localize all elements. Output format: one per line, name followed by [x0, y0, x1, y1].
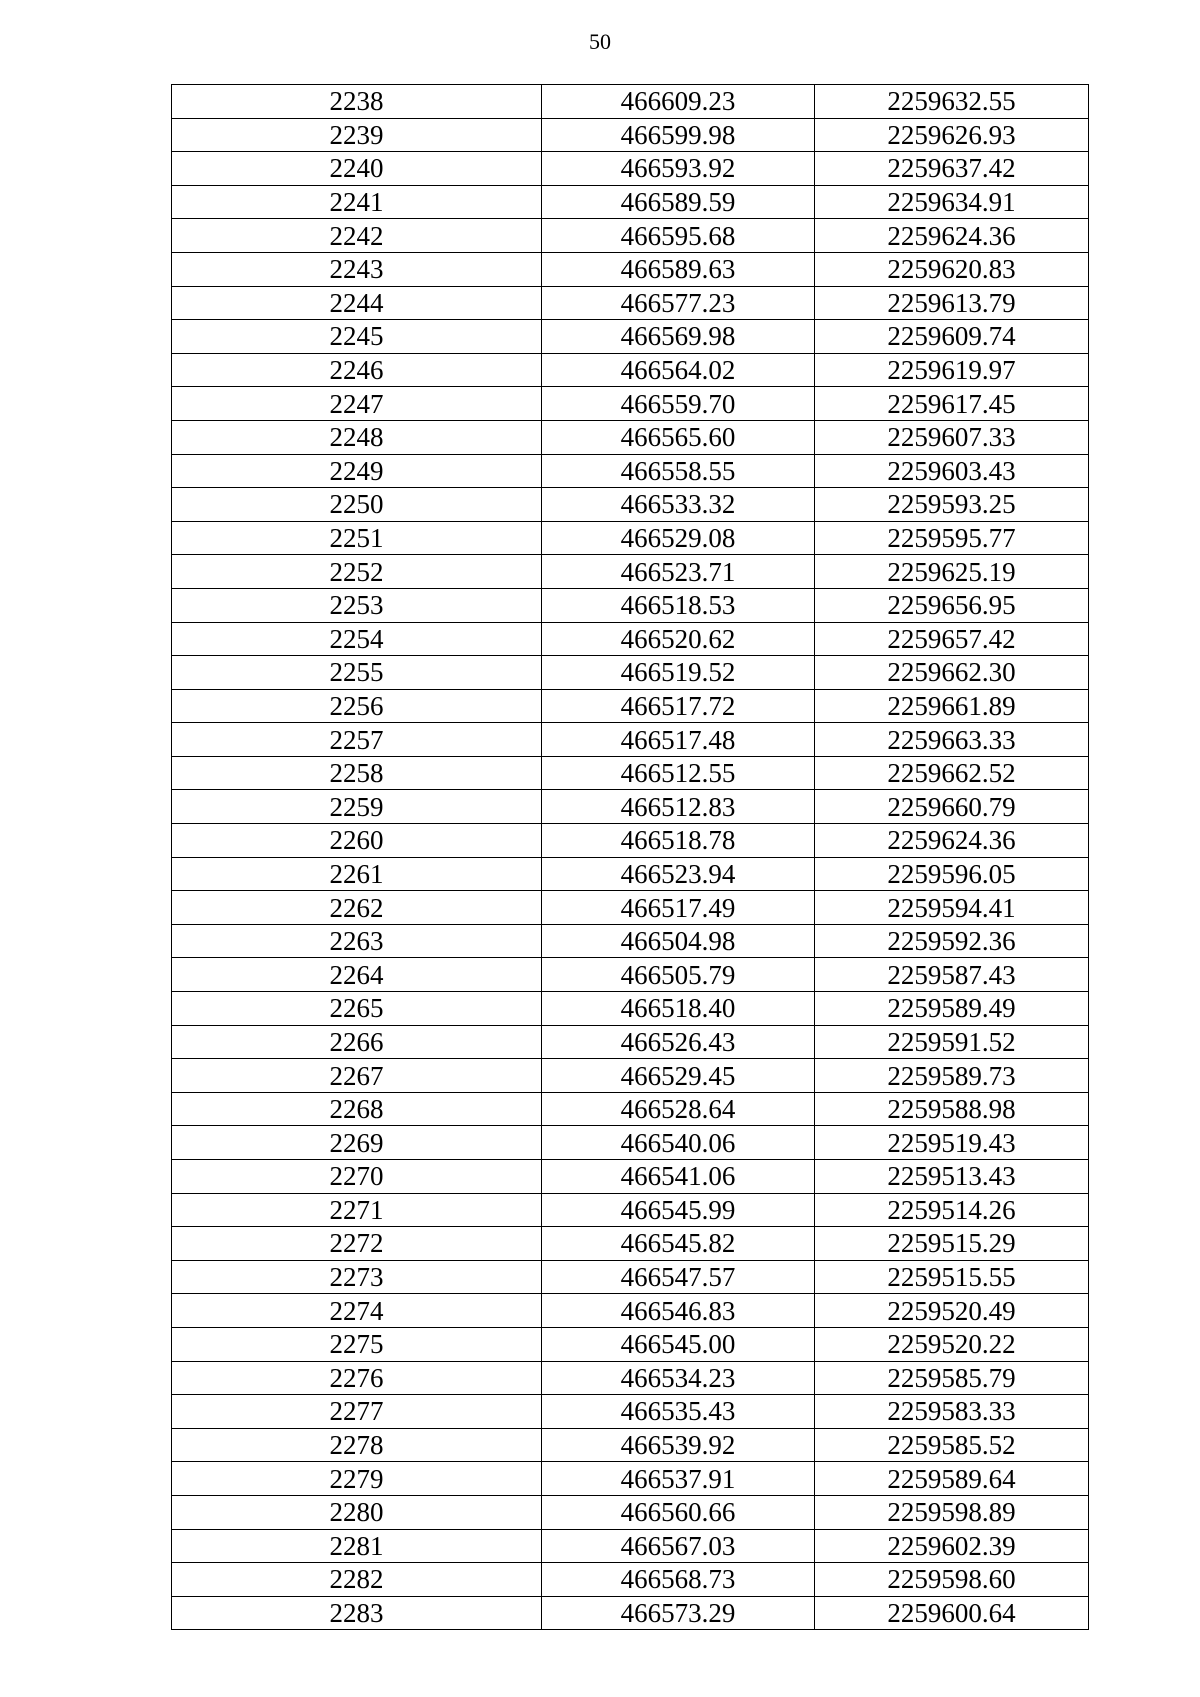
y-coordinate-cell: 2259663.33	[815, 723, 1089, 757]
x-coordinate-cell: 466512.83	[542, 790, 815, 824]
y-coordinate-cell: 2259607.33	[815, 420, 1089, 454]
table-row	[172, 992, 1089, 1026]
x-coordinate-cell: 466559.70	[542, 387, 815, 421]
table-row	[172, 1193, 1089, 1227]
y-coordinate-cell: 2259609.74	[815, 320, 1089, 354]
table-row	[172, 353, 1089, 387]
y-coordinate-cell: 2259595.77	[815, 521, 1089, 555]
x-coordinate-cell: 466519.52	[542, 656, 815, 690]
table-row	[172, 1260, 1089, 1294]
table-row	[172, 689, 1089, 723]
y-coordinate-cell: 2259600.64	[815, 1596, 1089, 1630]
table-row	[172, 252, 1089, 286]
x-coordinate-cell: 466546.83	[542, 1294, 815, 1328]
x-coordinate-cell: 466518.78	[542, 824, 815, 858]
x-coordinate-cell: 466523.71	[542, 555, 815, 589]
point-number-cell: 2247	[172, 387, 542, 421]
table-row	[172, 320, 1089, 354]
x-coordinate-cell: 466539.92	[542, 1428, 815, 1462]
point-number-cell: 2273	[172, 1260, 542, 1294]
page-number: 50	[589, 29, 611, 54]
point-number-cell: 2265	[172, 992, 542, 1026]
point-number-cell: 2280	[172, 1495, 542, 1529]
table-row	[172, 185, 1089, 219]
y-coordinate-cell: 2259662.30	[815, 656, 1089, 690]
point-number-cell: 2261	[172, 857, 542, 891]
y-coordinate-cell: 2259514.26	[815, 1193, 1089, 1227]
table-row	[172, 723, 1089, 757]
y-coordinate-cell: 2259602.39	[815, 1529, 1089, 1563]
table-row	[172, 1025, 1089, 1059]
point-number-cell: 2272	[172, 1227, 542, 1261]
y-coordinate-cell: 2259589.64	[815, 1462, 1089, 1496]
table-row	[172, 454, 1089, 488]
point-number-cell: 2252	[172, 555, 542, 589]
y-coordinate-cell: 2259589.49	[815, 992, 1089, 1026]
point-number-cell: 2277	[172, 1395, 542, 1429]
x-coordinate-cell: 466565.60	[542, 420, 815, 454]
table-row	[172, 1596, 1089, 1630]
point-number-cell: 2279	[172, 1462, 542, 1496]
point-number-cell: 2276	[172, 1361, 542, 1395]
x-coordinate-cell: 466505.79	[542, 958, 815, 992]
y-coordinate-cell: 2259662.52	[815, 756, 1089, 790]
point-number-cell: 2238	[172, 85, 542, 119]
point-number-cell: 2269	[172, 1126, 542, 1160]
x-coordinate-cell: 466529.45	[542, 1059, 815, 1093]
x-coordinate-cell: 466529.08	[542, 521, 815, 555]
coordinates-table	[171, 84, 1089, 1630]
point-number-cell: 2240	[172, 152, 542, 186]
point-number-cell: 2260	[172, 824, 542, 858]
point-number-cell: 2264	[172, 958, 542, 992]
y-coordinate-cell: 2259660.79	[815, 790, 1089, 824]
point-number-cell: 2268	[172, 1092, 542, 1126]
point-number-cell: 2270	[172, 1160, 542, 1194]
y-coordinate-cell: 2259587.43	[815, 958, 1089, 992]
x-coordinate-cell: 466528.64	[542, 1092, 815, 1126]
y-coordinate-cell: 2259598.89	[815, 1495, 1089, 1529]
table-row	[172, 1395, 1089, 1429]
x-coordinate-cell: 466577.23	[542, 286, 815, 320]
table-row	[172, 790, 1089, 824]
table-row	[172, 1361, 1089, 1395]
table-row	[172, 555, 1089, 589]
x-coordinate-cell: 466545.99	[542, 1193, 815, 1227]
x-coordinate-cell: 466523.94	[542, 857, 815, 891]
table-row	[172, 1462, 1089, 1496]
y-coordinate-cell: 2259515.29	[815, 1227, 1089, 1261]
point-number-cell: 2283	[172, 1596, 542, 1630]
y-coordinate-cell: 2259589.73	[815, 1059, 1089, 1093]
y-coordinate-cell: 2259593.25	[815, 488, 1089, 522]
x-coordinate-cell: 466537.91	[542, 1462, 815, 1496]
table-row	[172, 521, 1089, 555]
x-coordinate-cell: 466560.66	[542, 1495, 815, 1529]
point-number-cell: 2282	[172, 1563, 542, 1597]
y-coordinate-cell: 2259585.52	[815, 1428, 1089, 1462]
point-number-cell: 2248	[172, 420, 542, 454]
table-row	[172, 387, 1089, 421]
y-coordinate-cell: 2259591.52	[815, 1025, 1089, 1059]
x-coordinate-cell: 466512.55	[542, 756, 815, 790]
table-row	[172, 1428, 1089, 1462]
x-coordinate-cell: 466568.73	[542, 1563, 815, 1597]
y-coordinate-cell: 2259588.98	[815, 1092, 1089, 1126]
point-number-cell: 2244	[172, 286, 542, 320]
y-coordinate-cell: 2259637.42	[815, 152, 1089, 186]
table-row	[172, 286, 1089, 320]
y-coordinate-cell: 2259520.22	[815, 1327, 1089, 1361]
x-coordinate-cell: 466545.00	[542, 1327, 815, 1361]
x-coordinate-cell: 466569.98	[542, 320, 815, 354]
x-coordinate-cell: 466534.23	[542, 1361, 815, 1395]
point-number-cell: 2267	[172, 1059, 542, 1093]
point-number-cell: 2242	[172, 219, 542, 253]
x-coordinate-cell: 466526.43	[542, 1025, 815, 1059]
point-number-cell: 2251	[172, 521, 542, 555]
table-row	[172, 622, 1089, 656]
x-coordinate-cell: 466593.92	[542, 152, 815, 186]
point-number-cell: 2259	[172, 790, 542, 824]
y-coordinate-cell: 2259603.43	[815, 454, 1089, 488]
table-row	[172, 656, 1089, 690]
table-row	[172, 891, 1089, 925]
x-coordinate-cell: 466517.48	[542, 723, 815, 757]
table-row	[172, 118, 1089, 152]
y-coordinate-cell: 2259620.83	[815, 252, 1089, 286]
y-coordinate-cell: 2259513.43	[815, 1160, 1089, 1194]
y-coordinate-cell: 2259594.41	[815, 891, 1089, 925]
table-body	[172, 85, 1089, 1630]
x-coordinate-cell: 466541.06	[542, 1160, 815, 1194]
x-coordinate-cell: 466520.62	[542, 622, 815, 656]
x-coordinate-cell: 466504.98	[542, 924, 815, 958]
point-number-cell: 2274	[172, 1294, 542, 1328]
x-coordinate-cell: 466595.68	[542, 219, 815, 253]
table-row	[172, 756, 1089, 790]
point-number-cell: 2239	[172, 118, 542, 152]
point-number-cell: 2254	[172, 622, 542, 656]
table-row	[172, 1092, 1089, 1126]
x-coordinate-cell: 466517.72	[542, 689, 815, 723]
table-row	[172, 1495, 1089, 1529]
y-coordinate-cell: 2259617.45	[815, 387, 1089, 421]
table-row	[172, 1563, 1089, 1597]
table-row	[172, 1529, 1089, 1563]
table-row	[172, 958, 1089, 992]
point-number-cell: 2258	[172, 756, 542, 790]
y-coordinate-cell: 2259592.36	[815, 924, 1089, 958]
table-row	[172, 857, 1089, 891]
x-coordinate-cell: 466545.82	[542, 1227, 815, 1261]
table-row	[172, 488, 1089, 522]
x-coordinate-cell: 466518.40	[542, 992, 815, 1026]
table-row	[172, 1294, 1089, 1328]
x-coordinate-cell: 466589.63	[542, 252, 815, 286]
table-row	[172, 824, 1089, 858]
table-row	[172, 219, 1089, 253]
x-coordinate-cell: 466589.59	[542, 185, 815, 219]
point-number-cell: 2253	[172, 588, 542, 622]
table-row	[172, 1160, 1089, 1194]
x-coordinate-cell: 466517.49	[542, 891, 815, 925]
x-coordinate-cell: 466609.23	[542, 85, 815, 119]
y-coordinate-cell: 2259632.55	[815, 85, 1089, 119]
y-coordinate-cell: 2259625.19	[815, 555, 1089, 589]
x-coordinate-cell: 466567.03	[542, 1529, 815, 1563]
table-row	[172, 1227, 1089, 1261]
y-coordinate-cell: 2259520.49	[815, 1294, 1089, 1328]
x-coordinate-cell: 466547.57	[542, 1260, 815, 1294]
y-coordinate-cell: 2259585.79	[815, 1361, 1089, 1395]
point-number-cell: 2256	[172, 689, 542, 723]
point-number-cell: 2245	[172, 320, 542, 354]
x-coordinate-cell: 466535.43	[542, 1395, 815, 1429]
x-coordinate-cell: 466564.02	[542, 353, 815, 387]
point-number-cell: 2262	[172, 891, 542, 925]
table-row	[172, 1059, 1089, 1093]
y-coordinate-cell: 2259634.91	[815, 185, 1089, 219]
point-number-cell: 2271	[172, 1193, 542, 1227]
x-coordinate-cell: 466558.55	[542, 454, 815, 488]
x-coordinate-cell: 466599.98	[542, 118, 815, 152]
point-number-cell: 2263	[172, 924, 542, 958]
table-row	[172, 588, 1089, 622]
y-coordinate-cell: 2259598.60	[815, 1563, 1089, 1597]
y-coordinate-cell: 2259515.55	[815, 1260, 1089, 1294]
table-row	[172, 152, 1089, 186]
x-coordinate-cell: 466573.29	[542, 1596, 815, 1630]
point-number-cell: 2266	[172, 1025, 542, 1059]
y-coordinate-cell: 2259619.97	[815, 353, 1089, 387]
y-coordinate-cell: 2259624.36	[815, 219, 1089, 253]
point-number-cell: 2278	[172, 1428, 542, 1462]
table-row	[172, 1126, 1089, 1160]
point-number-cell: 2246	[172, 353, 542, 387]
y-coordinate-cell: 2259626.93	[815, 118, 1089, 152]
y-coordinate-cell: 2259519.43	[815, 1126, 1089, 1160]
table-row	[172, 1327, 1089, 1361]
x-coordinate-cell: 466533.32	[542, 488, 815, 522]
point-number-cell: 2241	[172, 185, 542, 219]
table-row	[172, 924, 1089, 958]
point-number-cell: 2243	[172, 252, 542, 286]
point-number-cell: 2255	[172, 656, 542, 690]
point-number-cell: 2281	[172, 1529, 542, 1563]
y-coordinate-cell: 2259596.05	[815, 857, 1089, 891]
y-coordinate-cell: 2259657.42	[815, 622, 1089, 656]
y-coordinate-cell: 2259613.79	[815, 286, 1089, 320]
x-coordinate-cell: 466540.06	[542, 1126, 815, 1160]
y-coordinate-cell: 2259583.33	[815, 1395, 1089, 1429]
table-row	[172, 85, 1089, 119]
table-row	[172, 420, 1089, 454]
x-coordinate-cell: 466518.53	[542, 588, 815, 622]
point-number-cell: 2257	[172, 723, 542, 757]
y-coordinate-cell: 2259661.89	[815, 689, 1089, 723]
point-number-cell: 2249	[172, 454, 542, 488]
y-coordinate-cell: 2259656.95	[815, 588, 1089, 622]
point-number-cell: 2275	[172, 1327, 542, 1361]
point-number-cell: 2250	[172, 488, 542, 522]
y-coordinate-cell: 2259624.36	[815, 824, 1089, 858]
